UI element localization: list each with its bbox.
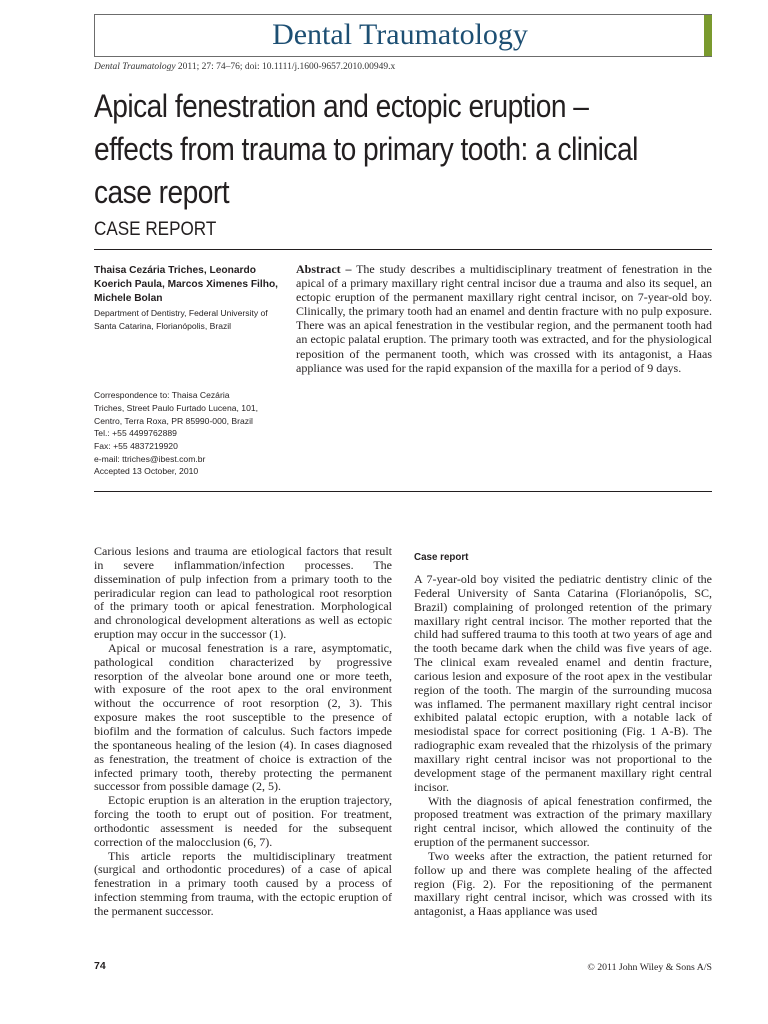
correspondence-email: e-mail: ttriches@ibest.com.br	[94, 453, 206, 464]
copyright-notice: © 2011 John Wiley & Sons A/S	[587, 962, 712, 973]
body-column-left	[94, 545, 392, 919]
body-paragraph: Ectopic eruption is an alteration in the eruption trajectory, forcing the tooth to erupt out of position. For treatment, orthodontic assessment is needed for the subsequent correction of the malocclusion (6, 7).	[94, 793, 392, 849]
abstract	[296, 262, 712, 375]
correspondence-line: Triches, Street Paulo Furtado Lucena, 101,	[94, 402, 259, 413]
body-paragraph: With the diagnosis of apical fenestration confirmed, the proposed treatment was extraction of the primary maxillary right central incisor, which allowed the continuity of the eruption of the permanent successor.	[414, 793, 712, 850]
header-divider	[94, 249, 712, 250]
masthead-accent-bar	[704, 15, 712, 56]
citation-journal: Dental Traumatology	[94, 62, 176, 72]
correspondence-line: Centro, Terra Roxa, PR 85990-000, Brazil	[94, 415, 253, 426]
abstract-divider	[94, 491, 712, 492]
section-heading-case-report: Case report	[414, 552, 469, 563]
article-title-line: Apical fenestration and ectopic eruption –	[94, 88, 589, 124]
citation-details: 2011; 27: 74–76; doi: 10.1111/j.1600-9657.2010.00949.x	[175, 62, 396, 72]
body-paragraph: Carious lesions and trauma are etiological factors that result in severe inflammation/infection processes. The dissemination of pulp infection from a primary tooth to the periradicular region can lead to pathological root resorption of the primary tooth or apical fenestration. Morphological and chronological development alterations as well as ectopic eruption may occur in the successor (1).	[94, 544, 392, 642]
body-paragraph: This article reports the multidisciplinary treatment (surgical and orthodontic procedures) of a case of apical fenestration in a primary tooth caused by a process of infection stemming from trauma, with the ectopic eruption of the permanent successor.	[94, 848, 392, 918]
article-type-label: CASE REPORT	[94, 219, 217, 240]
author-affiliation: Department of Dentistry, Federal University of Santa Catarina, Florianópolis, Brazil	[94, 308, 268, 331]
article-title-line: case report	[94, 174, 230, 210]
body-column-right	[414, 552, 712, 919]
author-list: Thaisa Cezária Triches, Leonardo Koerich Paula, Marcos Ximenes Filho, Michele Bolan	[94, 265, 278, 304]
journal-masthead	[94, 14, 712, 57]
article-title	[94, 85, 644, 214]
accepted-date: Accepted 13 October, 2010	[94, 466, 199, 476]
body-paragraph: Apical or mucosal fenestration is a rare, asymptomatic, pathological condition characterized by progressive resorption of the alveolar bone around one or more teeth, with exposure of the root apex to the oral environment without the occurrence of root resorption (2, 3). This exposure makes the root susceptible to the presence of biofilm and the formation of calculus. Such factors impede the spontaneous healing of the lesion (4). In cases diagnosed as fenestration, the treatment of choice is extraction of the infected primary tooth, thereby protecting the permanent successor from possible damage (2, 5).	[94, 640, 392, 794]
page-number: 74	[94, 960, 106, 972]
article-title-line: effects from trauma to primary tooth: a clinical	[94, 131, 638, 167]
body-paragraph: A 7-year-old boy visited the pediatric dentistry clinic of the Federal University of Santa Catarina (Florianópolis, SC, Brazil) complaining of prolonged retention of the primary maxillary right central incisor. The mother reported that the child had suffered trauma to this tooth at two years of age and the tooth became dark when the child was five years of age. The clinical exam revealed enamel and dentin fracture, carious lesion and exposure of the root apex in the vestibular region of the tooth. The margin of the surrounding mucosa was inflamed. The permanent maxillary right central incisor exhibited palatal ectopic eruption, with a notable lack of mesiodistal space for correct positioning (Fig. 1 A-B). The radiographic exam revealed that the rhizolysis of the primary maxillary right central incisor was not proportional to the development stage of the permanent maxillary right central incisor.	[414, 572, 712, 794]
correspondence-line: Fax: +55 4837219920	[94, 441, 178, 452]
correspondence-line: Tel.: +55 4499762889	[94, 428, 177, 439]
abstract-heading: Abstract –	[296, 262, 352, 276]
correspondence-block	[94, 389, 294, 466]
abstract-text: The study describes a multidisciplinary treatment of fenestration in the apical of a primary maxillary right central incisor due a trauma and also its sequel, an ectopic eruption of the permanent maxillary right central incisor, on 7-year-old boy. Clinically, the primary tooth had an enamel and dentin fracture with no pulp exposure. There was an apical fenestration in the vestibular region, and the permanent tooth had an ectopic palatal eruption. The primary tooth was extracted, and for the physiological reposition of the permanent tooth, which was crossed with its antagonist, a Haas appliance was used for the rapid expansion of the maxilla for a period of 9 days.	[296, 262, 713, 375]
body-paragraph: Two weeks after the extraction, the patient returned for follow up and there was complete healing of the affected region (Fig. 2). For the repositioning of the permanent maxillary right central incisor, which was crossed with its antagonist, a Haas appliance was used	[414, 848, 712, 919]
citation-line	[94, 61, 395, 73]
journal-name: Dental Traumatology	[272, 18, 528, 51]
correspondence-line: Correspondence to: Thaisa Cezária	[94, 390, 230, 400]
